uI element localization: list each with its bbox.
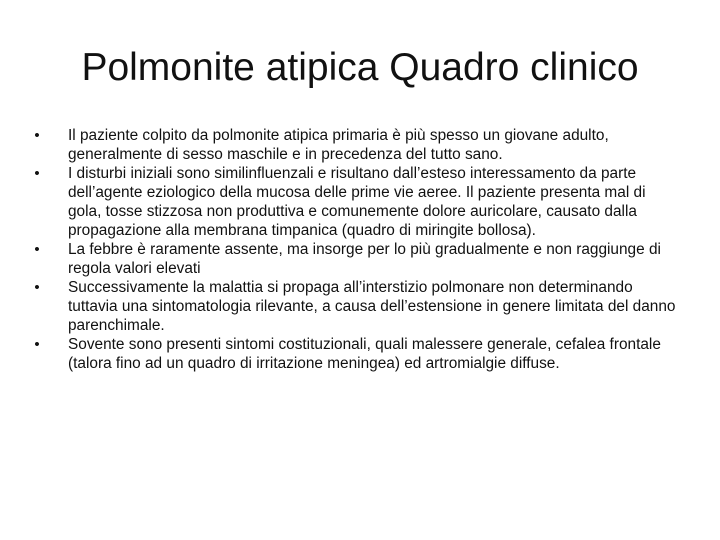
bullet-item <box>30 335 680 373</box>
bullet-item <box>30 278 680 335</box>
bullet-item <box>30 126 680 164</box>
bullet-dot: • <box>34 127 40 144</box>
bullet-text: Successivamente la malattia si propaga all’interstizio polmonare non determinando tuttavia una sintomatologia rilevante, a causa dell’estensione in genere limitata del danno parenchimale. <box>68 279 676 334</box>
bullet-text: La febbre è raramente assente, ma insorge per lo più gradualmente e non raggiunge di regola valori elevati <box>68 241 661 277</box>
bullet-list <box>30 126 680 373</box>
bullet-item <box>30 164 680 240</box>
bullet-dot: • <box>34 279 40 296</box>
bullet-text: Sovente sono presenti sintomi costituzionali, quali malessere generale, cefalea frontale (talora fino ad un quadro di irritazione meningea) ed artromialgie diffuse. <box>68 336 661 372</box>
bullet-text: I disturbi iniziali sono similinfluenzali e risultano dall’esteso interessamento da parte dell’agente eziologico della mucosa delle prime vie aeree. Il paziente presenta mal di gola, tosse stizzosa non produttiva e comunemente dolore auricolare, causato dalla propagazione alla membrana timpanica (quadro di miringite bollosa). <box>68 165 646 239</box>
bullet-text: Il paziente colpito da polmonite atipica primaria è più spesso un giovane adulto, generalmente di sesso maschile e in precedenza del tutto sano. <box>68 127 609 163</box>
bullet-item <box>30 240 680 278</box>
bullet-dot: • <box>34 336 40 353</box>
slide-title: Polmonite atipica Quadro clinico <box>81 46 639 89</box>
bullet-dot: • <box>34 165 40 182</box>
bullet-dot: • <box>34 241 40 258</box>
